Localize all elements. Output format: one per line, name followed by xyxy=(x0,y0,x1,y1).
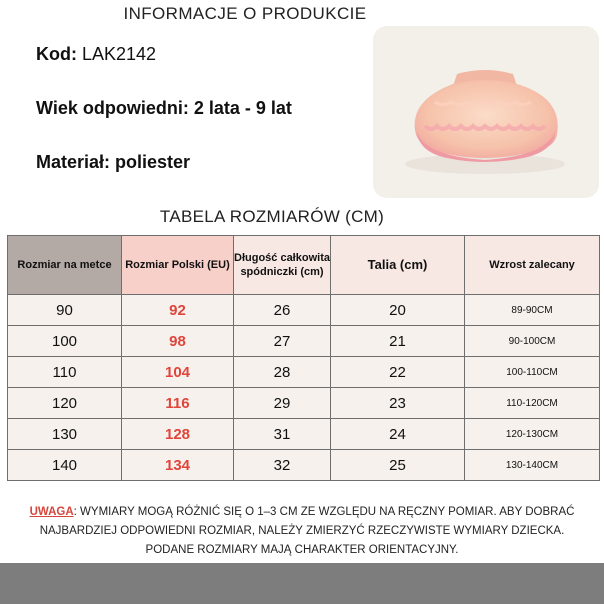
age-range: Wiek odpowiedni: 2 lata - 9 lat xyxy=(36,98,292,118)
size-table-header-row xyxy=(8,236,600,295)
polish-size-cell: 134 xyxy=(122,450,234,481)
waist-cell: 21 xyxy=(331,326,465,357)
polish-size-cell: 92 xyxy=(122,295,234,326)
footer-bar xyxy=(0,563,604,604)
header-polish-size: Rozmiar Polski (EU) xyxy=(122,236,234,295)
table-row xyxy=(8,388,600,419)
length-cell: 29 xyxy=(234,388,331,419)
height-cell: 110-120CM xyxy=(465,388,600,419)
product-photo xyxy=(373,26,599,198)
material: Materiał: poliester xyxy=(36,152,191,172)
size-table-title: TABELA ROZMIARÓW (CM) xyxy=(159,207,385,226)
waist-cell: 25 xyxy=(331,450,465,481)
label-size-cell: 140 xyxy=(8,450,122,481)
warning-text: : WYMIARY MOGĄ RÓŻNIĆ SIĘ O 1–3 CM ZE WZGLĘDU NA RĘCZNY POMIAR. ABY DOBRAĆ NAJBARDZIEJ ODPOWIEDNI ROZMIAR, NALEŻY ZMIERZYĆ RZECZYWISTE WYMIARY DZIECKA. PODANE ROZMIARY MAJĄ CHARAKTER ORIENTACYJNY. xyxy=(39,506,575,556)
waist-cell: 20 xyxy=(331,295,465,326)
table-row xyxy=(8,326,600,357)
height-cell: 100-110CM xyxy=(465,357,600,388)
warning-label: UWAGA xyxy=(29,506,74,518)
table-row xyxy=(8,357,600,388)
label-size-cell: 120 xyxy=(8,388,122,419)
tutu-skirt-image xyxy=(373,26,599,198)
label-size-cell: 110 xyxy=(8,357,122,388)
height-cell: 120-130CM xyxy=(465,419,600,450)
product-code xyxy=(36,44,156,65)
size-table xyxy=(7,235,600,481)
length-cell: 27 xyxy=(234,326,331,357)
table-row xyxy=(8,450,600,481)
waist-cell: 24 xyxy=(331,419,465,450)
table-row xyxy=(8,295,600,326)
page-title: INFORMACJE O PRODUKCIE xyxy=(123,4,367,23)
label-size-cell: 90 xyxy=(8,295,122,326)
label-size-cell: 130 xyxy=(8,419,122,450)
height-cell: 90-100CM xyxy=(465,326,600,357)
measurement-note xyxy=(14,503,590,560)
polish-size-cell: 104 xyxy=(122,357,234,388)
polish-size-cell: 116 xyxy=(122,388,234,419)
length-cell: 28 xyxy=(234,357,331,388)
height-cell: 89-90CM xyxy=(465,295,600,326)
header-height: Wzrost zalecany xyxy=(465,236,600,295)
polish-size-cell: 128 xyxy=(122,419,234,450)
product-code-value: LAK2142 xyxy=(82,44,157,64)
polish-size-cell: 98 xyxy=(122,326,234,357)
length-cell: 26 xyxy=(234,295,331,326)
length-cell: 32 xyxy=(234,450,331,481)
header-skirt-length: Długość całkowita spódniczki (cm) xyxy=(234,236,331,295)
table-row xyxy=(8,419,600,450)
product-code-label: Kod: xyxy=(36,44,77,64)
header-waist: Talia (cm) xyxy=(331,236,465,295)
label-size-cell: 100 xyxy=(8,326,122,357)
waist-cell: 22 xyxy=(331,357,465,388)
header-label-size: Rozmiar na metce xyxy=(8,236,122,295)
waist-cell: 23 xyxy=(331,388,465,419)
height-cell: 130-140CM xyxy=(465,450,600,481)
length-cell: 31 xyxy=(234,419,331,450)
